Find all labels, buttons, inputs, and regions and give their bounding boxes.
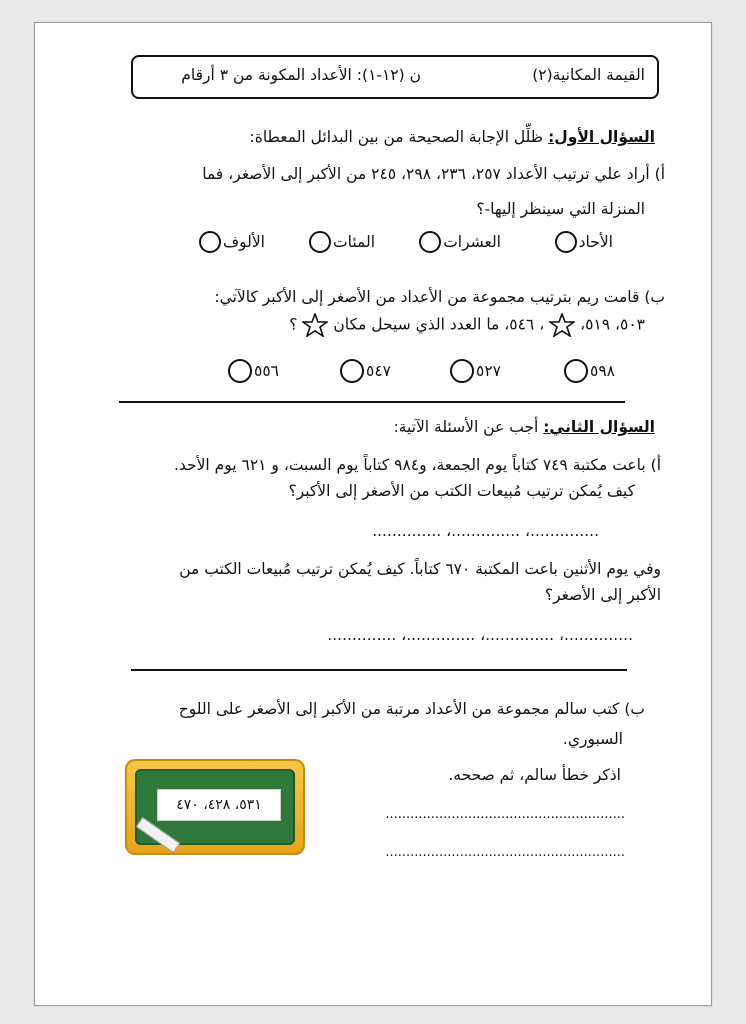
q1b-seq-end: ، ٥٤٦، ما العدد الذي سيحل مكان [333,315,545,334]
q1a-option-2-label: العشرات [443,233,501,251]
star-icon [549,313,575,337]
q1a-option-2[interactable] [419,231,501,253]
q1b-option-1[interactable] [564,359,615,383]
q2a-line2: كيف يُمكن ترتيب مُبيعات الكتب من الأصغر إلى الأكبر؟ [288,482,635,500]
q2a-answer-blanks-2[interactable]: ..............، ..............، ..............، .............. [327,626,633,644]
q1-instruction: ظلِّل الإجابة الصحيحة من بين البدائل المعطاة: [249,128,544,146]
section-divider [119,401,625,403]
q1b-option-1-label: ٥٩٨ [590,362,615,380]
header-title-left: ن (١٢-١): الأعداد المكونة من ٣ أرقام [181,66,421,84]
q1a-option-3[interactable] [309,231,375,253]
q2a-line4: الأكبر إلى الأصغر؟ [544,586,661,604]
q2a-line1: باعت مكتبة ٧٤٩ كتاباً يوم الجمعة، و٩٨٤ كتاباً يوم السبت، و ٦٢١ يوم الأحد. [173,456,646,474]
q2b-answer-line-2[interactable]: .......................................................... [385,845,625,860]
q1b-option-3[interactable] [340,359,391,383]
q1a-option-4-label: الألوف [223,233,265,251]
q1a-option-4[interactable] [199,231,265,253]
q2b-line2: السبوري. [562,730,623,748]
q1b-prefix: ب) [644,288,665,306]
q2a-answer-blanks-1[interactable]: ..............، ..............، .............. [372,522,599,540]
radio-circle-icon[interactable] [419,231,441,253]
q2-label: السؤال الثاني: [543,418,655,436]
q1a-line1: أراد علي ترتيب الأعداد ٢٥٧، ٢٣٦، ٢٩٨، ٢٤٥ من الأكبر إلى الأصغر، فما [202,165,650,183]
radio-circle-icon[interactable] [555,231,577,253]
section-divider [131,669,627,671]
q2a-line3: وفي يوم الأثنين باعت المكتبة ٦٧٠ كتاباً. كيف يُمكن ترتيب مُبيعات الكتب من [179,560,661,578]
q1-label: السؤال الأول: [548,128,655,146]
q1b-option-3-label: ٥٤٧ [366,362,391,380]
radio-circle-icon[interactable] [199,231,221,253]
q1a-line2: المنزلة التي سينظر إليها-؟ [476,200,645,218]
radio-circle-icon[interactable] [450,359,474,383]
q1a-option-1[interactable] [555,231,613,253]
header-title-right: القيمة المكانية(٢) [532,66,645,84]
q2b-answer-line-1[interactable]: .......................................................... [385,807,625,822]
q2b-prefix: ب) [624,700,645,718]
q2-instruction: أجب عن الأسئلة الآتية: [393,418,539,436]
radio-circle-icon[interactable] [309,231,331,253]
radio-circle-icon[interactable] [228,359,252,383]
q2b-line1: كتب سالم مجموعة من الأعداد مرتبة من الأكبر إلى الأصغر على اللوح [178,700,620,718]
q1a-option-3-label: المئات [333,233,375,251]
q1b-line1: قامت ريم بترتيب مجموعة من الأعداد من الأصغر إلى الأكبر كالآتي: [214,288,640,306]
q1a-prefix: أ) [654,165,665,183]
chalkboard [125,759,305,855]
star-icon [302,313,328,337]
q1a-option-1-label: الأحاد [578,233,613,251]
q1b-seq-q: ؟ [289,315,298,334]
chalkboard-numbers: ٥٣١، ٤٢٨، ٤٧٠ [157,789,281,821]
q1b-option-2[interactable] [450,359,501,383]
q1b-option-4-label: ٥٥٦ [254,362,279,380]
q1b-option-2-label: ٥٢٧ [476,362,501,380]
q1b-seq-start: ٥٠٣، ٥١٩، [580,315,645,334]
q2b-instruction: اذكر خطأ سالم، ثم صححه. [448,766,621,784]
q1b-option-4[interactable] [228,359,279,383]
radio-circle-icon[interactable] [340,359,364,383]
radio-circle-icon[interactable] [564,359,588,383]
worksheet-page [34,22,712,1006]
q2a-prefix: أ) [650,456,661,474]
